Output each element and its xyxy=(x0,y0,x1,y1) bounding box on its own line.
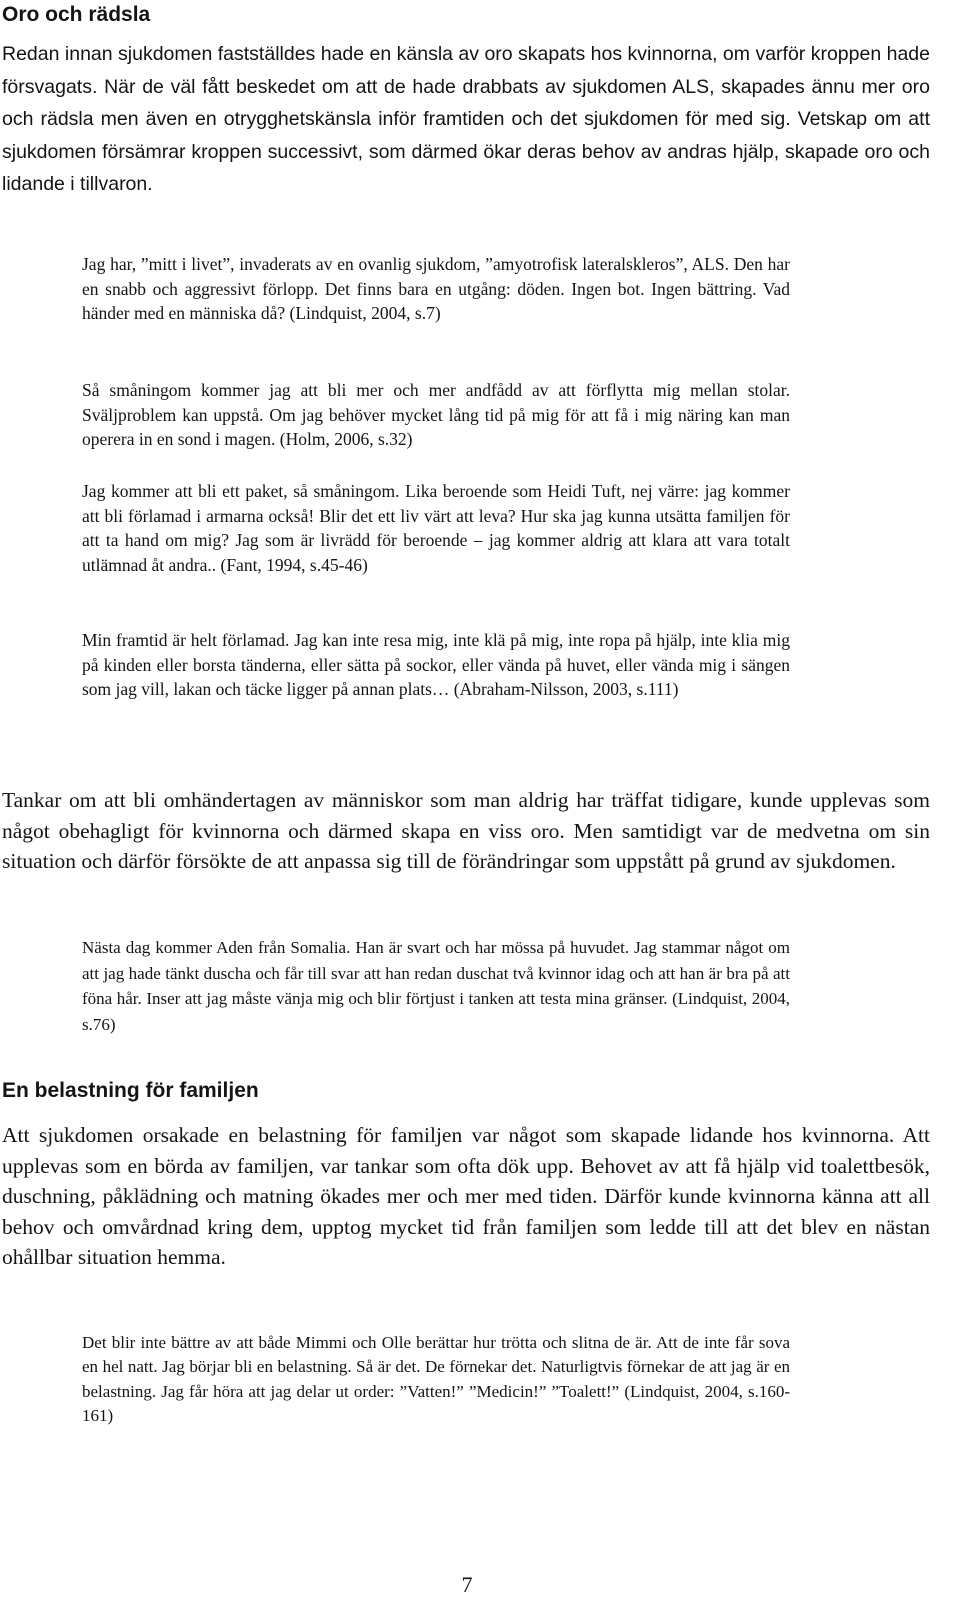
section-heading-belastning: En belastning för familjen xyxy=(2,1079,259,1102)
body-paragraph-belastning: Att sjukdomen orsakade en belastning för familjen var något som skapade lidande hos kvinnorna. Att upplevas som en börda av familjen, var tankar som ofta dök upp. Behovet av att få hjälp vid toalettbesök, duschning, påklädning och matning ökades mer och mer med tiden. Därför kunde kvinnorna känna att all behov och omvårdnad kring dem, upptog mycket tid från familjen som ledde till att det blev en nästan ohållbar situation hemma. xyxy=(2,1123,930,1269)
block-quote-lindquist-76: Nästa dag kommer Aden från Somalia. Han är svart och har mössa på huvudet. Jag stammar något om att jag hade tänkt duscha och får till svar att han redan duschat två kvinnor idag och att han är bra på att föna hår. Inser att jag måste vänja mig och blir förtjust i tanken att testa mina gränser. (Lindquist, 2004, s.76) xyxy=(82,938,790,1034)
block-quote-lindquist-160: Det blir inte bättre av att både Mimmi och Olle berättar hur trötta och slitna de är. Att de inte får sova en hel natt. Jag börjar bli en belastning. Så är det. De förnekar det. Naturligtvis förnekar de att jag är en belastning. Jag får höra att jag delar ut order: ”Vatten!” ”Medicin!” ”Toalett!” (Lindquist, 2004, s.160-161) xyxy=(82,1333,790,1425)
section-heading-oro-och-radsla: Oro och rädsla xyxy=(2,3,151,26)
page-number: 7 xyxy=(461,1572,473,1597)
block-quote-lindquist-7: Jag har, ”mitt i livet”, invaderats av en ovanlig sjukdom, ”amyotrofisk lateralskleros”, ALS. Den har en snabb och aggressivt förlopp. Det finns bara en utgång: döden. Ingen bot. Ingen bättring. Vad händer med en människa då? (Lindquist, 2004, s.7) xyxy=(82,254,790,324)
block-quote-fant-45: Jag kommer att bli ett paket, så småningom. Lika beroende som Heidi Tuft, nej värre: jag kommer att bli förlamad i armarna också! Blir det ett liv värt att leva? Hur ska jag kunna utsätta familjen för att ta hand om mig? Jag som är livrädd för beroende – jag kommer aldrig att klara att vara totalt utlämnad åt andra.. (Fant, 1994, s.45-46) xyxy=(82,481,790,575)
block-quote-holm-32: Så småningom kommer jag att bli mer och mer andfådd av att förflytta mig mellan stolar. Sväljproblem kan uppstå. Om jag behöver mycket lång tid på mig för att få i mig näring kan man operera in en sond i magen. (Holm, 2006, s.32) xyxy=(82,380,790,450)
body-paragraph-oro: Redan innan sjukdomen fastställdes hade en känsla av oro skapats hos kvinnorna, om varför kroppen hade försvagats. När de väl fått beskedet om att de hade drabbats av sjukdomen ALS, skapades ännu mer oro och rädsla men även en otrygghetskänsla inför framtiden och det sjukdomen för med sig. Vetskap om att sjukdomen försämrar kroppen successivt, som därmed ökar deras behov av andras hjälp, skapade oro och lidande i tillvaron. xyxy=(2,43,930,195)
body-paragraph-omhandertagen: Tankar om att bli omhändertagen av människor som man aldrig har träffat tidigare, kunde upplevas som något obehagligt för kvinnorna och därmed skapa en viss oro. Men samtidigt var de medvetna om sin situation och därför försökte de att anpassa sig till de förändringar som uppstått på grund av sjukdomen. xyxy=(2,788,930,873)
block-quote-abraham-nilsson-111: Min framtid är helt förlamad. Jag kan inte resa mig, inte klä på mig, inte ropa på hjälp, inte klia mig på kinden eller borsta tänderna, eller sätta på sockor, eller vända på huvet, eller vända mig i sängen som jag vill, lakan och täcke ligger på annan plats… (Abraham-Nilsson, 2003, s.111) xyxy=(82,630,790,700)
